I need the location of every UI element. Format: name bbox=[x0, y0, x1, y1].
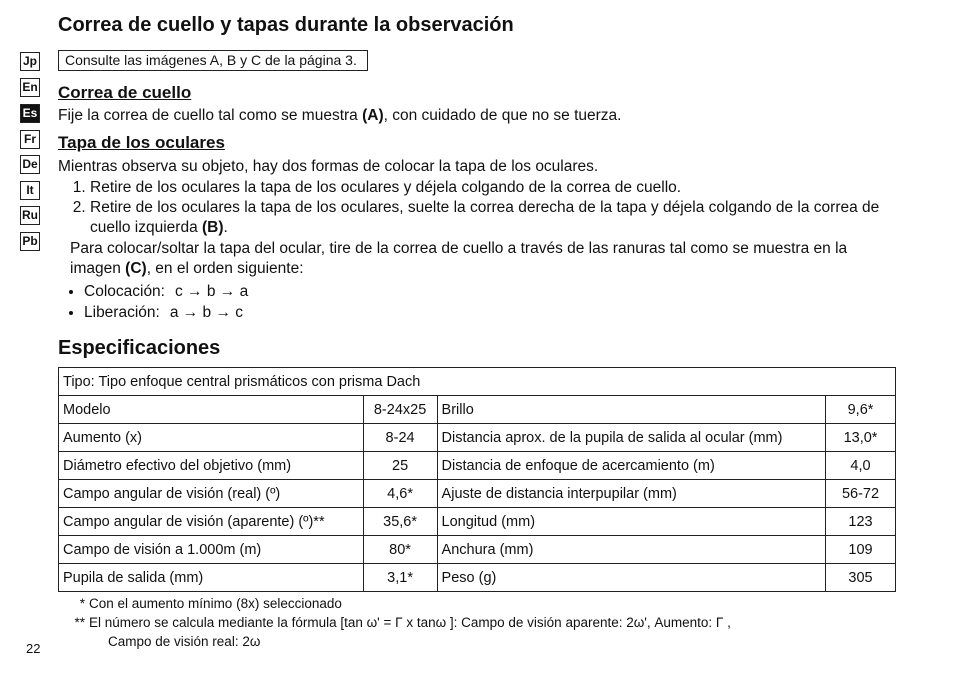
neck-strap-heading: Correa de cuello bbox=[58, 83, 192, 102]
spec-value: 8-24x25 bbox=[363, 396, 437, 424]
lang-tab-pb[interactable]: Pb bbox=[20, 232, 40, 251]
eyepiece-cap-intro: Mientras observa su objeto, hay dos formas de colocar la tapa de los oculares. bbox=[58, 158, 599, 175]
spec-label: Modelo bbox=[59, 396, 364, 424]
spec-value: 56-72 bbox=[826, 480, 896, 508]
spec-label: Campo angular de visión (real) (º) bbox=[59, 480, 364, 508]
spec-label: Distancia de enfoque de acercamiento (m) bbox=[437, 452, 825, 480]
lang-tab-it[interactable]: It bbox=[20, 181, 40, 200]
step-item: 1. Retire de los oculares la tapa de los oculares y déjela colgando de la correa de cuello. bbox=[90, 178, 910, 198]
spec-label: Anchura (mm) bbox=[437, 536, 825, 564]
spec-value: 9,6* bbox=[826, 396, 896, 424]
step-item: 2. Retire de los oculares la tapa de los oculares, suelte la correa derecha de la tapa y déjela colgando de la correa de cuello izquierda (B). bbox=[90, 198, 910, 238]
spec-value: 13,0* bbox=[826, 424, 896, 452]
spec-value: 8-24 bbox=[363, 424, 437, 452]
spec-value: 4,6* bbox=[363, 480, 437, 508]
eyepiece-cap-heading: Tapa de los oculares bbox=[58, 133, 225, 152]
list-item: • Liberación: a → b → c bbox=[84, 302, 248, 323]
spec-label: Distancia aprox. de la pupila de salida al ocular (mm) bbox=[437, 424, 825, 452]
spec-value: 80* bbox=[363, 536, 437, 564]
table-row bbox=[59, 564, 896, 592]
spec-label: Pupila de salida (mm) bbox=[59, 564, 364, 592]
reference-note: Consulte las imágenes A, B y C de la página 3. bbox=[58, 50, 368, 71]
table-row bbox=[59, 536, 896, 564]
cap-sequence-list bbox=[70, 281, 248, 323]
spec-label: Campo angular de visión (aparente) (º)** bbox=[59, 508, 364, 536]
eyepiece-cap-steps bbox=[70, 178, 910, 238]
lang-tab-ru[interactable]: Ru bbox=[20, 206, 40, 225]
table-row bbox=[59, 368, 896, 396]
spec-value: 109 bbox=[826, 536, 896, 564]
spec-label: Peso (g) bbox=[437, 564, 825, 592]
footnotes bbox=[66, 594, 731, 651]
spec-label: Ajuste de distancia interpupilar (mm) bbox=[437, 480, 825, 508]
footnote: * Con el aumento mínimo (8x) seleccionado bbox=[79, 596, 342, 611]
spec-value: 25 bbox=[363, 452, 437, 480]
spec-type: Tipo: Tipo enfoque central prismáticos con prisma Dach bbox=[59, 368, 896, 396]
table-row bbox=[59, 424, 896, 452]
lang-tab-en[interactable]: En bbox=[20, 78, 40, 97]
spec-label: Longitud (mm) bbox=[437, 508, 825, 536]
spec-value: 305 bbox=[826, 564, 896, 592]
page-title: Correa de cuello y tapas durante la observación bbox=[58, 14, 514, 36]
spec-value: 3,1* bbox=[363, 564, 437, 592]
table-row bbox=[59, 396, 896, 424]
lang-tab-es[interactable]: Es bbox=[20, 104, 40, 123]
lang-tab-fr[interactable]: Fr bbox=[20, 130, 40, 149]
page-number: 22 bbox=[26, 641, 41, 656]
cap-instruction: Para colocar/soltar la tapa del ocular, tire de la correa de cuello a través de las ranuras tal como se muestra en la imagen (C), en el orden siguiente: bbox=[70, 240, 848, 277]
footnote: ** El número se calcula mediante la fórmula [tan ω' = Γ x tanω ]: Campo de visión aparente: 2ω', Aumento: Γ , bbox=[74, 615, 731, 630]
table-row bbox=[59, 452, 896, 480]
specs-table bbox=[58, 367, 896, 592]
lang-tab-jp[interactable]: Jp bbox=[20, 52, 40, 71]
spec-label: Diámetro efectivo del objetivo (mm) bbox=[59, 452, 364, 480]
spec-value: 123 bbox=[826, 508, 896, 536]
list-item: • Colocación: c → b → a bbox=[84, 281, 248, 302]
table-row bbox=[59, 508, 896, 536]
table-row bbox=[59, 480, 896, 508]
footnote: Campo de visión real: 2ω bbox=[108, 634, 261, 649]
spec-value: 4,0 bbox=[826, 452, 896, 480]
spec-label: Brillo bbox=[437, 396, 825, 424]
spec-label: Campo de visión a 1.000m (m) bbox=[59, 536, 364, 564]
lang-tab-de[interactable]: De bbox=[20, 155, 40, 174]
spec-label: Aumento (x) bbox=[59, 424, 364, 452]
neck-strap-text: Fije la correa de cuello tal como se muestra (A), con cuidado de que no se tuerza. bbox=[58, 107, 622, 124]
spec-value: 35,6* bbox=[363, 508, 437, 536]
specs-heading: Especificaciones bbox=[58, 337, 221, 359]
